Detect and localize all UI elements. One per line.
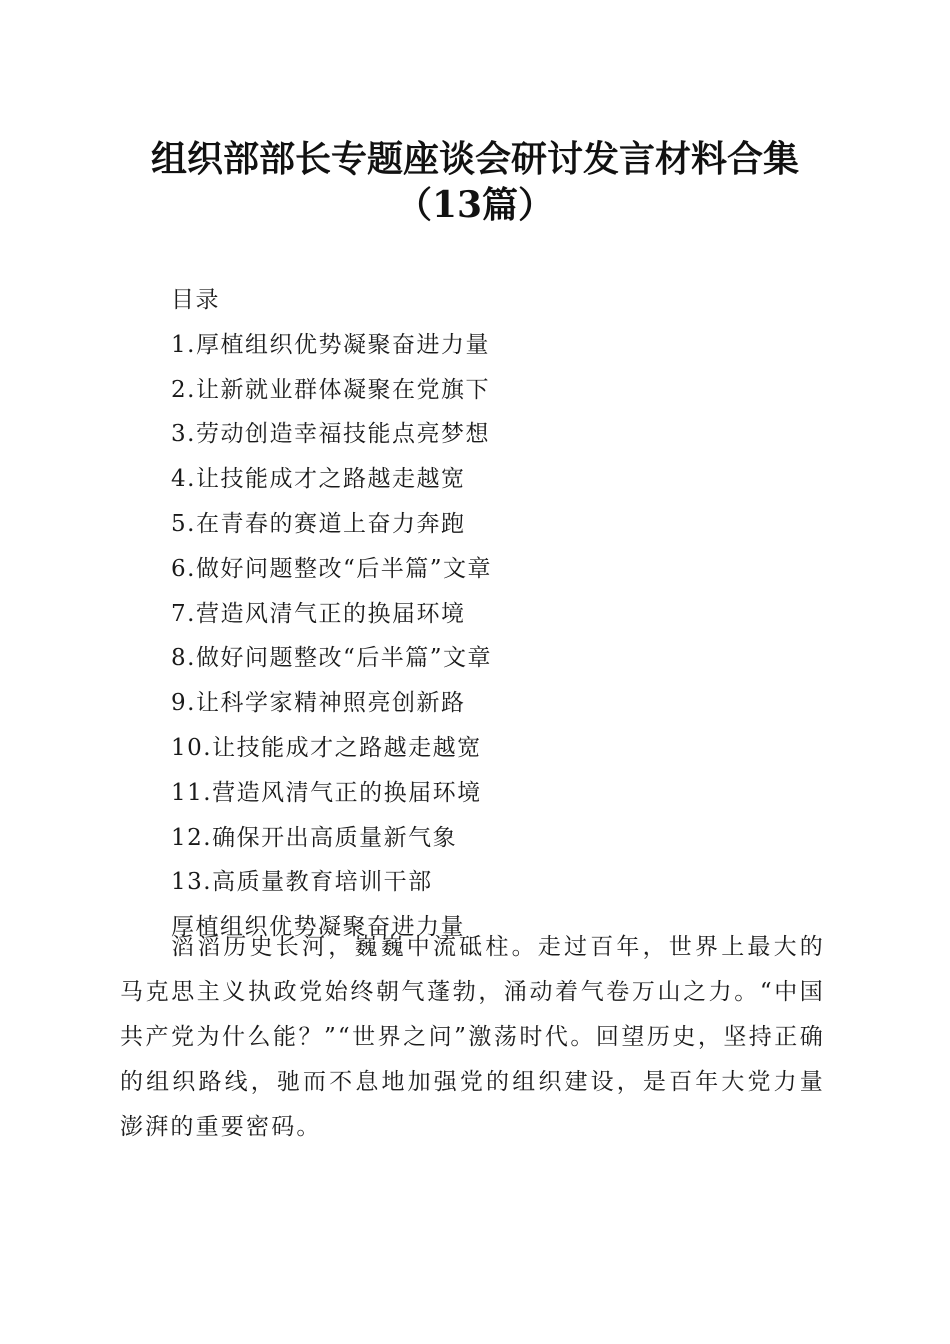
section-title: 厚植组织优势凝聚奋进力量 <box>171 914 465 941</box>
toc-item: 6.做好问题整改“后半篇”文章 <box>171 555 492 582</box>
toc-item: 7.营造风清气正的换届环境 <box>171 600 466 627</box>
toc-item: 10.让技能成才之路越走越宽 <box>171 734 482 761</box>
toc-item: 5.在青春的赛道上奋力奔跑 <box>171 510 466 537</box>
toc-item: 9.让科学家精神照亮创新路 <box>171 690 466 717</box>
table-of-contents <box>171 278 831 950</box>
toc-item: 13.高质量教育培训干部 <box>171 869 433 896</box>
toc-item: 4.让技能成才之路越走越宽 <box>171 466 466 493</box>
toc-item: 3.劳动创造幸福技能点亮梦想 <box>171 421 490 448</box>
toc-item: 11.营造风清气正的换届环境 <box>171 779 482 806</box>
document-title: 组织部部长专题座谈会研讨发言材料合集（13篇） <box>150 138 799 226</box>
body-paragraph: 滔滔历史长河，巍巍中流砥柱。走过百年，世界上最大的马克思主义执政党始终朝气蓬勃，涌动着气卷万山之力。“中国共产党为什么能？”“世界之问”激荡时代。回望历史，坚持正确的组织路线，驰而不息地加强党的组织建设，是百年大党力量澎湃的重要密码。 <box>120 934 825 1140</box>
toc-heading: 目录 <box>171 287 220 313</box>
toc-item: 2.让新就业群体凝聚在党旗下 <box>171 376 490 403</box>
toc-item: 1.厚植组织优势凝聚奋进力量 <box>171 331 490 358</box>
toc-item: 8.做好问题整改“后半篇”文章 <box>171 645 492 672</box>
toc-item: 12.确保开出高质量新气象 <box>171 824 458 851</box>
